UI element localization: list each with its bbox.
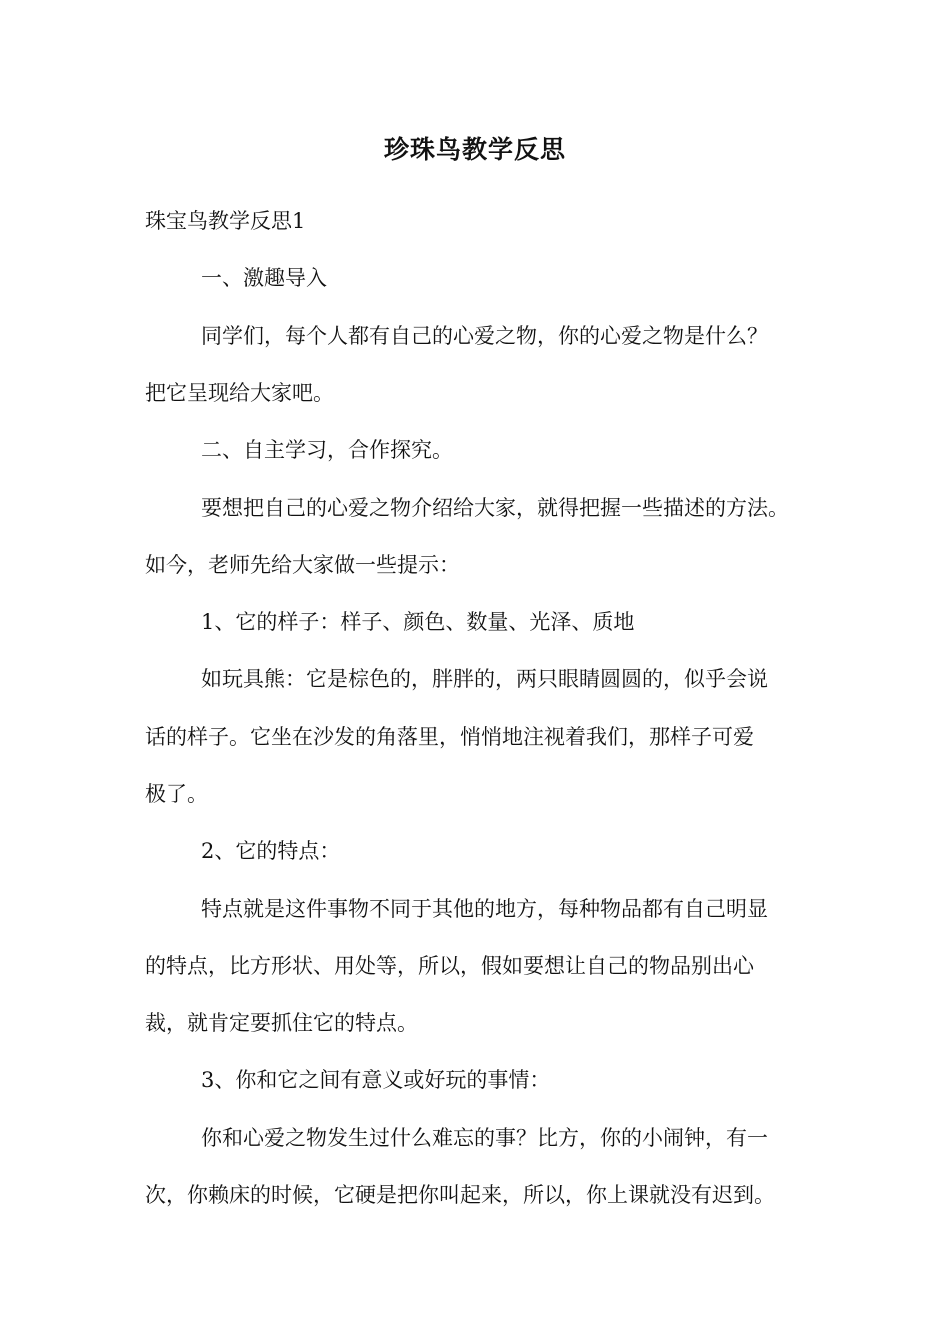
paragraph-line: 3、你和它之间有意义或好玩的事情： xyxy=(201,1068,551,1092)
document-title: 珍珠鸟教学反思 xyxy=(383,135,566,164)
paragraph-line: 如玩具熊：它是棕色的，胖胖的，两只眼睛圆圆的，似乎会说 xyxy=(201,667,768,691)
paragraph-line: 二、自主学习，合作探究。 xyxy=(201,438,453,462)
paragraph-line: 1、它的样子：样子、颜色、数量、光泽、质地 xyxy=(201,610,635,634)
paragraph-line: 次，你赖床的时候，它硬是把你叫起来，所以，你上课就没有迟到。 xyxy=(145,1183,775,1207)
paragraph-line: 一、激趣导入 xyxy=(201,266,327,290)
paragraph-line: 把它呈现给大家吧。 xyxy=(145,381,334,405)
paragraph-line: 话的样子。它坐在沙发的角落里，悄悄地注视着我们，那样子可爱 xyxy=(145,725,754,749)
paragraph-line: 特点就是这件事物不同于其他的地方，每种物品都有自己明显 xyxy=(201,897,768,921)
paragraph-line: 极了。 xyxy=(145,782,208,806)
paragraph-line: 你和心爱之物发生过什么难忘的事？比方，你的小闹钟，有一 xyxy=(201,1126,768,1150)
paragraph-line: 的特点，比方形状、用处等，所以，假如要想让自己的物品别出心 xyxy=(145,954,754,978)
paragraph-line: 同学们，每个人都有自己的心爱之物，你的心爱之物是什么？ xyxy=(201,324,768,348)
paragraph-line: 如今，老师先给大家做一些提示： xyxy=(145,553,460,577)
paragraph-line: 要想把自己的心爱之物介绍给大家，就得把握一些描述的方法。 xyxy=(201,496,789,520)
paragraph-line: 裁，就肯定要抓住它的特点。 xyxy=(145,1011,418,1035)
paragraph-line: 2、它的特点： xyxy=(201,839,341,863)
section-heading: 珠宝鸟教学反思1 xyxy=(145,209,306,233)
